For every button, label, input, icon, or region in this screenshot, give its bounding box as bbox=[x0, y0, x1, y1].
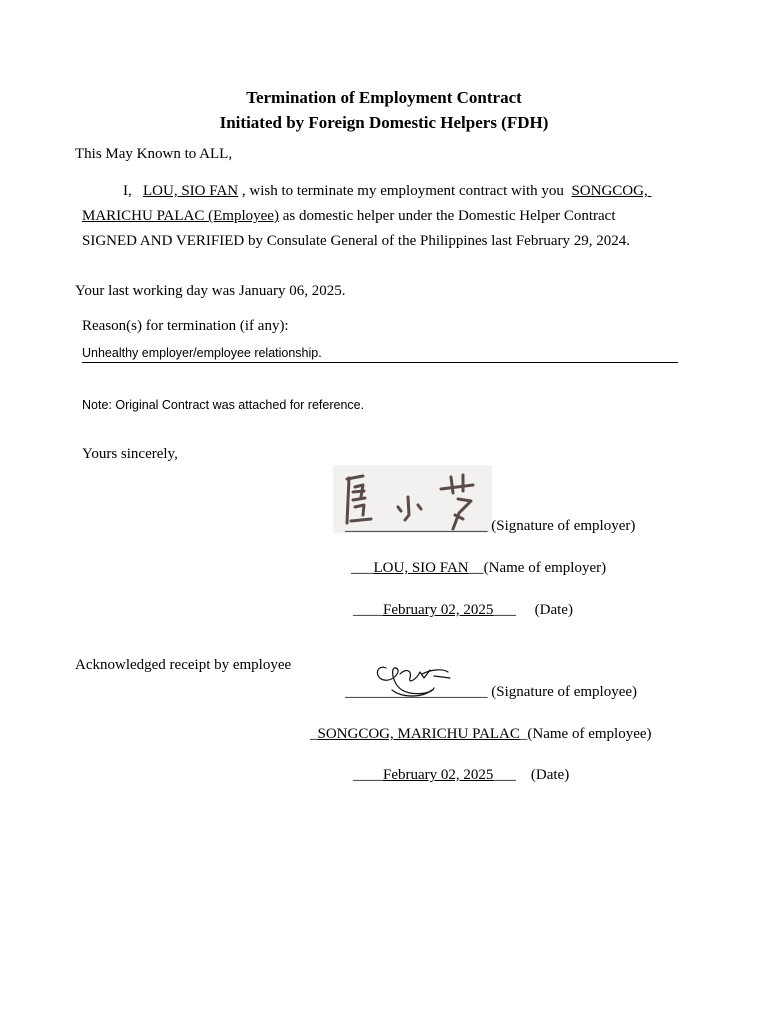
body-text-1: , wish to terminate my employment contract with you bbox=[241, 183, 564, 199]
greeting: This May Known to ALL, bbox=[75, 146, 233, 162]
employee-name-label: (Name of employee) bbox=[527, 726, 652, 742]
reason-label: Reason(s) for termination (if any): bbox=[82, 318, 289, 334]
closing: Yours sincerely, bbox=[82, 446, 178, 462]
body-line-2 bbox=[82, 208, 616, 225]
employer-name: LOU, SIO FAN bbox=[373, 560, 469, 576]
employer-name-line: ___LOU, SIO FAN__(Name of employer) bbox=[351, 560, 607, 576]
employer-date: February 02, 2025 bbox=[383, 602, 494, 618]
body-line-1 bbox=[123, 183, 651, 200]
employee-name-inline-2: MARICHU PALAC (Employee) bbox=[82, 208, 279, 224]
employer-signature-line: ___________________ (Signature of employer) bbox=[345, 518, 636, 534]
employer-date-line: ____February 02, 2025___ (Date) bbox=[353, 602, 573, 618]
last-working-day: Your last working day was January 06, 2025. bbox=[75, 283, 346, 299]
employer-signature-label: (Signature of employer) bbox=[491, 518, 636, 534]
employee-name-inline-1: SONGCOG, bbox=[571, 183, 648, 199]
employer-date-label: (Date) bbox=[534, 602, 573, 618]
employer-name-inline: LOU, SIO FAN bbox=[143, 183, 239, 199]
employee-signature-line: ___________________ (Signature of employee) bbox=[345, 684, 638, 700]
employee-date-line: ____February 02, 2025___ (Date) bbox=[353, 767, 570, 783]
employee-name-line: _SONGCOG, MARICHU PALAC_(Name of employee) bbox=[310, 726, 652, 742]
employer-name-label: (Name of employer) bbox=[483, 560, 607, 576]
employee-signature-label: (Signature of employee) bbox=[491, 684, 638, 700]
acknowledged-label: Acknowledged receipt by employee bbox=[75, 657, 292, 673]
document-title: Termination of Employment Contract bbox=[246, 88, 522, 107]
employee-name: SONGCOG, MARICHU PALAC bbox=[317, 726, 520, 742]
reason-value: Unhealthy employer/employee relationship. bbox=[82, 346, 322, 360]
body-prefix: I, bbox=[123, 183, 132, 199]
employee-date-label: (Date) bbox=[530, 767, 570, 783]
note-text: Note: Original Contract was attached for reference. bbox=[82, 398, 365, 412]
body-line-3: SIGNED AND VERIFIED by Consulate General of the Philippines last February 29, 2024. bbox=[82, 233, 630, 249]
document-subtitle: Initiated by Foreign Domestic Helpers (FDH) bbox=[219, 113, 549, 132]
body-text-2: as domestic helper under the Domestic Helper Contract bbox=[282, 208, 616, 224]
employee-date: February 02, 2025 bbox=[383, 767, 494, 783]
reason-underline bbox=[82, 362, 678, 363]
